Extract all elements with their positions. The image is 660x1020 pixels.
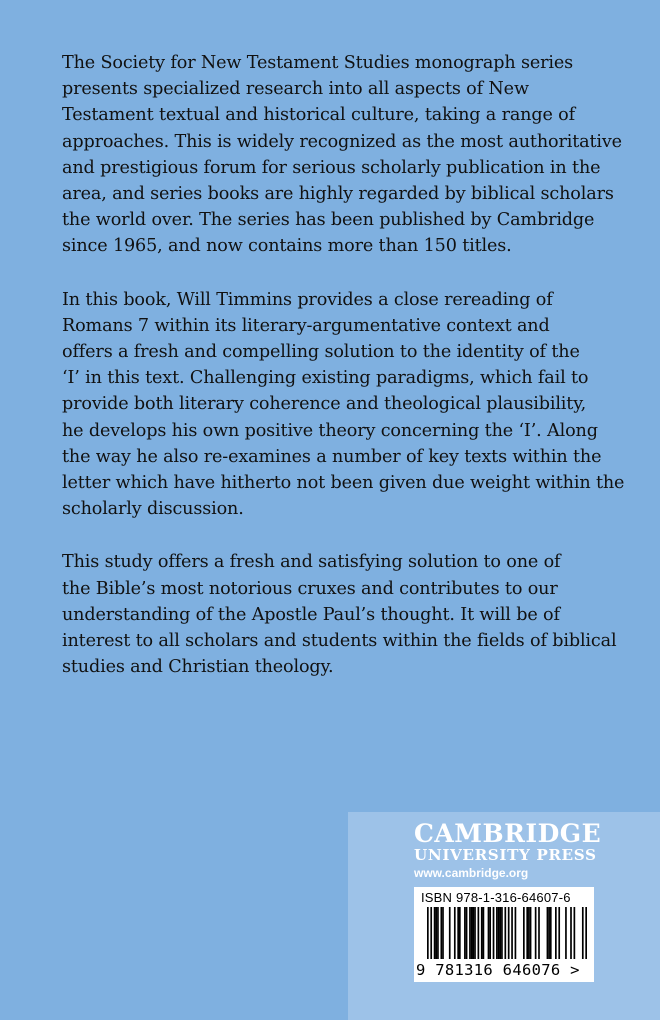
barcode-bar (478, 907, 480, 959)
ean-digits: 9 781316 646076 > (416, 961, 580, 979)
blurb-line: the world over. The series has been published by Cambridge (62, 210, 595, 231)
blurb-paragraph-book (62, 287, 625, 523)
barcode-bar (550, 907, 552, 959)
barcode-bar (565, 907, 567, 959)
barcode-bar (570, 907, 572, 959)
barcode-bar (442, 907, 444, 959)
barcode-bar (547, 907, 549, 959)
blurb-line: and prestigious forum for serious scholarly publication in the (62, 157, 601, 178)
blurb-line: the way he also re-examines a number of key texts within the (62, 446, 602, 467)
barcode-bar (454, 907, 456, 959)
barcode-bar (483, 907, 485, 959)
barcode-bar (471, 907, 473, 959)
blurb-line: interest to all scholars and students within the fields of biblical (62, 631, 617, 652)
barcode-bar (499, 907, 501, 959)
barcode-bar (457, 907, 459, 959)
barcode-bar (459, 907, 461, 959)
barcode-bar (474, 907, 476, 959)
blurb-line: letter which have hitherto not been given due weight within the (62, 473, 625, 494)
publisher-panel (348, 812, 660, 1020)
barcode-bar (496, 907, 498, 959)
blurb-paragraph-study (62, 549, 622, 680)
barcode-bar (585, 907, 587, 959)
blurb-line: since 1965, and now contains more than 150 titles. (62, 236, 512, 257)
blurb-paragraph-series (62, 50, 622, 260)
barcode-bar (472, 907, 474, 959)
barcode-bar (435, 907, 437, 959)
barcode-bar (481, 907, 483, 959)
publisher-name: CAMBRIDGE (414, 819, 602, 848)
blurb-line: presents specialized research into all aspects of New (62, 79, 529, 100)
back-cover-blurb (62, 50, 625, 707)
barcode-bar (515, 907, 517, 959)
barcode-bar (493, 907, 495, 959)
blurb-line: studies and Christian theology. (62, 657, 334, 678)
barcode-bar (574, 907, 576, 959)
blurb-line: approaches. This is widely recognized as the most authoritative (62, 131, 622, 152)
barcode-bar (464, 907, 466, 959)
barcode-bar (504, 907, 506, 959)
blurb-line: scholarly discussion. (62, 499, 244, 520)
blurb-line: offers a fresh and compelling solution to the identity of the (62, 342, 580, 363)
barcode-bar (498, 907, 500, 959)
barcode-bar (528, 907, 530, 959)
barcode-bar (530, 907, 532, 959)
blurb-line: area, and series books are highly regarded by biblical scholars (62, 184, 614, 205)
barcode-bar (526, 907, 528, 959)
blurb-line: In this book, Will Timmins provides a close rereading of (62, 289, 553, 310)
blurb-line: the Bible’s most notorious cruxes and contributes to our (62, 578, 558, 599)
barcode-bar (440, 907, 442, 959)
isbn-label: ISBN 978-1-316-64607-6 (421, 890, 571, 905)
barcode-bar (430, 907, 432, 959)
barcode-bar (538, 907, 540, 959)
barcode-bar (555, 907, 557, 959)
barcode-bar (466, 907, 468, 959)
blurb-line: provide both literary coherence and theological plausibility, (62, 394, 587, 415)
blurb-line: ‘I’ in this text. Challenging existing paradigms, which fail to (62, 368, 589, 389)
blurb-line: This study offers a fresh and satisfying solution to one of (62, 552, 561, 573)
barcode-bar (437, 907, 439, 959)
blurb-line: The Society for New Testament Studies monograph series (62, 53, 573, 73)
barcode-bar (535, 907, 537, 959)
blurb-line: Testament textual and historical culture, taking a range of (62, 105, 575, 126)
blurb-line: Romans 7 within its literary-argumentative context and (62, 315, 550, 336)
publisher-url: www.cambridge.org (414, 866, 529, 880)
barcode-bars (427, 907, 587, 959)
barcode-bar (469, 907, 471, 959)
barcode-bar (511, 907, 513, 959)
barcode-box (414, 887, 594, 982)
barcode-bar (427, 907, 429, 959)
barcode-bar (582, 907, 584, 959)
barcode-bar (488, 907, 490, 959)
barcode-bar (434, 907, 436, 959)
barcode-bar (523, 907, 525, 959)
barcode-bar (501, 907, 503, 959)
barcode-bar (548, 907, 550, 959)
blurb-line: he develops his own positive theory concerning the ‘I’. Along (62, 420, 598, 441)
barcode-bar (449, 907, 451, 959)
barcode-bar (558, 907, 560, 959)
blurb-line: understanding of the Apostle Paul’s thought. It will be of (62, 604, 560, 625)
publisher-subtitle: UNIVERSITY PRESS (414, 846, 597, 864)
barcode-bar (489, 907, 491, 959)
barcode-bar (508, 907, 510, 959)
